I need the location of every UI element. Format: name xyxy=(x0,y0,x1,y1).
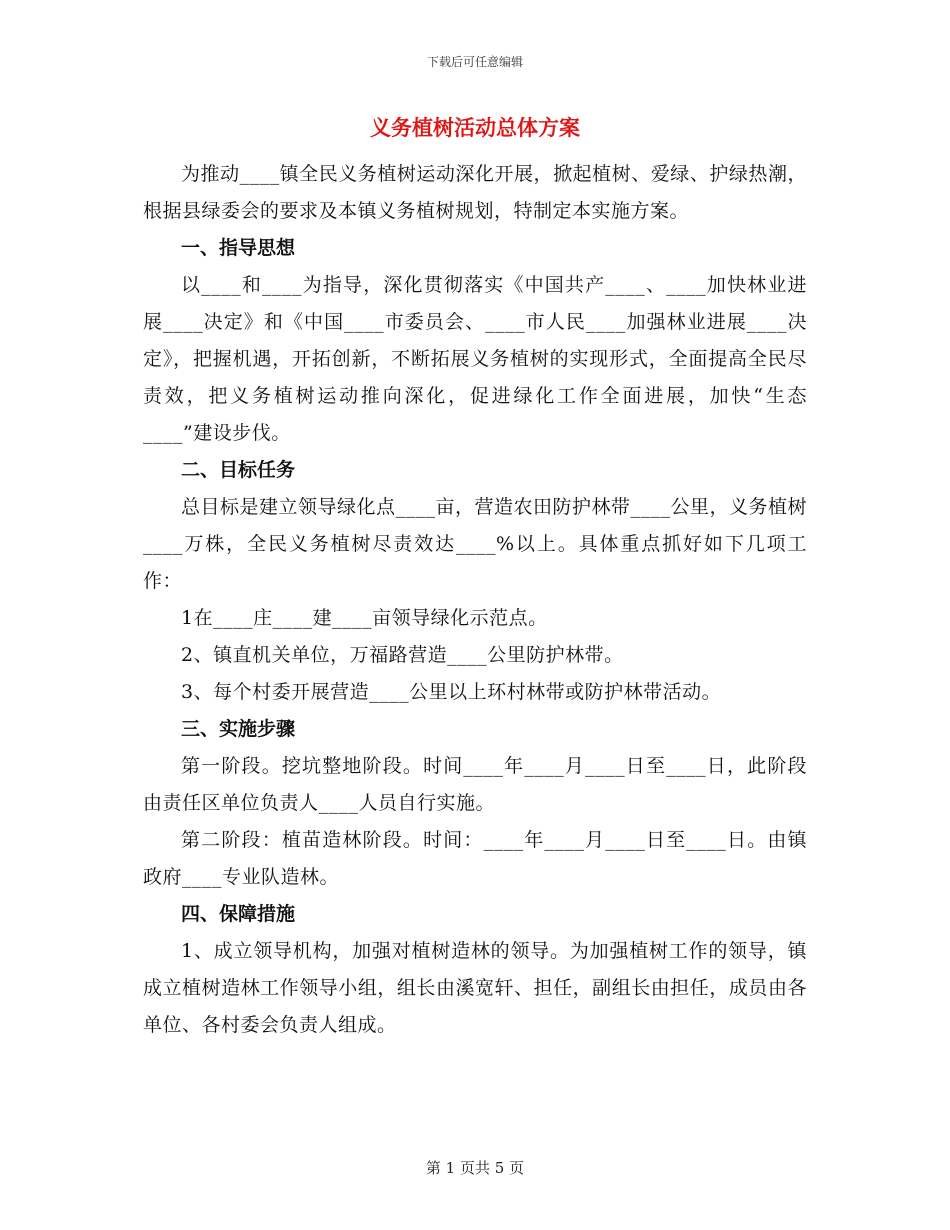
objective-item-2: 2、镇直机关单位，万福路营造____公里防护林带。 xyxy=(181,644,624,666)
step-phase-1: 第一阶段。挖坑整地阶段。时间____年____月____日至____日，此阶段由责任区单位负责人____人员自行实施。 xyxy=(143,755,807,814)
section-heading-safeguards: 四、保障措施 xyxy=(181,903,296,925)
page-header: 下载后可任意编辑 xyxy=(426,55,523,69)
step-phase-2: 第二阶段：植苗造林阶段。时间：____年____月____日至____日。由镇政府____专业队造林。 xyxy=(143,829,807,888)
section-heading-implementation-steps: 三、实施步骤 xyxy=(181,718,296,740)
document-body xyxy=(143,110,807,1044)
objectives-paragraph: 总目标是建立领导绿化点____亩，营造农田防护林带____公里，义务植树____万株，全民义务植树尽责效达____%以上。具体重点抓好如下几项工作： xyxy=(143,496,808,592)
page-footer: 第 1 页共 5 页 xyxy=(425,1159,525,1177)
section-heading-objectives: 二、目标任务 xyxy=(181,459,296,481)
document-title: 义务植树活动总体方案 xyxy=(370,116,580,140)
objective-item-3: 3、每个村委开展营造____公里以上环村林带或防护林带活动。 xyxy=(181,681,722,703)
objective-item-1: 1在____庄____建____亩领导绿化示范点。 xyxy=(181,607,548,629)
section-heading-guiding-ideology: 一、指导思想 xyxy=(181,237,296,259)
guiding-ideology-paragraph: 以____和____为指导，深化贯彻落实《中国共产____、____加快林业进展____决定》和《中国____市委员会、____市人民____加强林业进展____决定》，把握机遇，开拓创新，不断拓展义务植树的实现形式，全面提高全民尽责效，把义务植树运动推向深化，促进绿化工作全面进展，加快“生态____”建设步伐。 xyxy=(143,274,807,444)
safeguard-item-1: 1、成立领导机构，加强对植树造林的领导。为加强植树工作的领导，镇成立植树造林工作领导小组，组长由溪宽轩、担任，副组长由担任，成员由各单位、各村委会负责人组成。 xyxy=(143,940,807,1036)
intro-paragraph: 为推动____镇全民义务植树运动深化开展，掀起植树、爱绿、护绿热潮，根据县绿委会的要求及本镇义务植树规划，特制定本实施方案。 xyxy=(143,163,807,222)
